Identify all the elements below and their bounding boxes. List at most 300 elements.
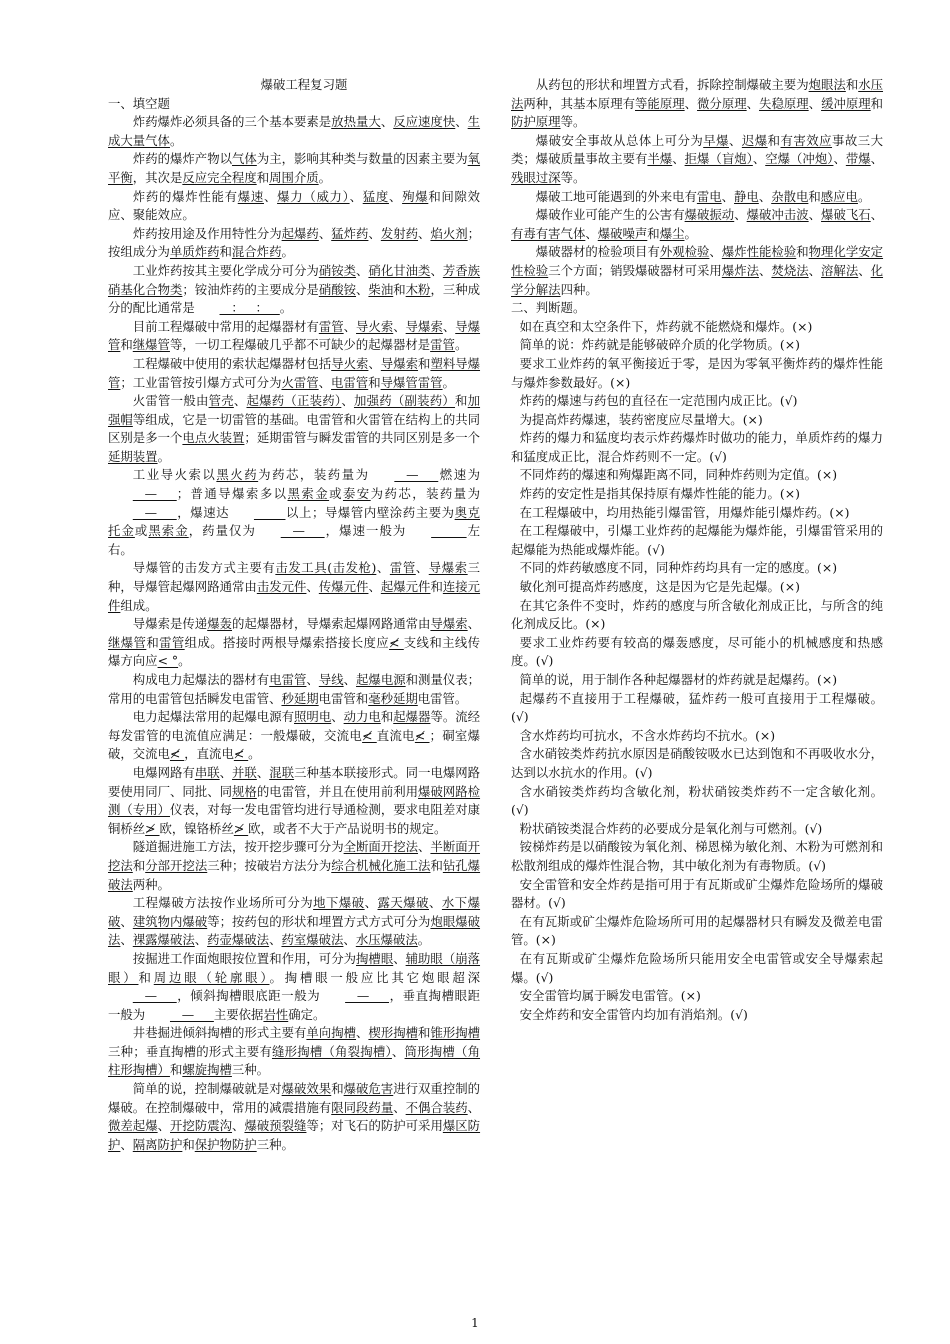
answer-text: 爆破网路检测（专用）: [108, 783, 481, 818]
answer-text: 加强药（副装药）: [353, 393, 456, 409]
answer-text: 楔形掏槽: [368, 1025, 419, 1041]
question-text: ，倾斜掏槽眼底距一般为: [176, 988, 321, 1004]
answer-text: 击发工具(击发枪): [275, 560, 377, 576]
answer-text: 周边眼（轮廓眼）: [153, 969, 270, 985]
answer-text: 泰安: [342, 486, 371, 502]
question-text: 和测量仪表；常用的电雷管包括瞬发电雷管、: [108, 672, 481, 706]
answer-text: 失稳原理: [759, 95, 809, 111]
section-heading-fill: 一、填空题: [108, 95, 170, 111]
answer-text: 柴油: [368, 281, 394, 297]
answer-text: 混联: [269, 764, 295, 780]
question-text: 和: [256, 169, 270, 185]
answer-text: 气体: [232, 151, 257, 167]
answer-text: 单质炸药: [169, 244, 220, 260]
answer-text: 外观检验: [659, 244, 710, 260]
question-text: 组成。: [120, 597, 158, 613]
answer-text: 迟爆: [741, 132, 768, 148]
question-text: 、: [467, 616, 481, 632]
answer-text: 传爆元件: [318, 579, 369, 595]
answer-text: 爆破飞石: [821, 207, 871, 223]
fill-in-question: [108, 615, 480, 671]
fill-in-question: [108, 355, 480, 392]
judge-question: 简单的说：炸药就是能够破碎介质的化学物质。(×): [519, 337, 800, 353]
answer-text: 起爆元件: [380, 579, 431, 595]
question-text: 、: [808, 262, 822, 278]
judge-question: 在有瓦斯或矿尘爆炸危险场所可用的起爆器材只有瞬发及微差电雷管。(×): [511, 913, 883, 948]
judge-question: 在工程爆破中，均用热能引爆雷管，用爆炸能引爆炸药。(×): [519, 504, 850, 520]
question-text: 、: [870, 151, 884, 167]
answer-text: 猛度: [362, 188, 389, 204]
question-text: 电雷管和: [318, 690, 369, 706]
question-text: 欧，或者不大于产品说明书的规定。: [248, 820, 447, 836]
fill-in-question: [108, 671, 480, 708]
answer-text: 继爆管: [108, 634, 147, 650]
answer-text: 雷管: [318, 318, 344, 334]
judge-question: 不同的炸药敏感度不同，同种炸药均具有一定的感度。(×): [519, 560, 838, 576]
answer-blank: —: [394, 467, 439, 483]
answer-text: 感应电: [820, 188, 858, 204]
question-text: ；延期雷管与瞬发雷管的共同区别是多一个: [244, 430, 481, 446]
question-text: ，药量仅为: [188, 523, 256, 539]
judge-question: 含水硝铵类炸药均含敏化剂，粉状硝铵类炸药不一定含敏化剂。(√): [511, 783, 883, 818]
answer-text: 残眼过深: [511, 169, 561, 185]
answer-text: 爆破噪声: [597, 225, 648, 241]
question-text: 两种，其基本原理有: [523, 95, 636, 111]
answer-text: 加强帽: [108, 393, 481, 427]
answer-text: 导爆管雷管: [380, 374, 443, 390]
question-text: 、: [356, 281, 369, 297]
question-text: 、: [808, 207, 822, 223]
answer-text: 带爆: [845, 151, 871, 167]
question-text: 、: [343, 318, 357, 334]
question-text: 、: [349, 188, 363, 204]
answer-text: 塑料导爆管: [108, 355, 481, 390]
question-text: 的电雷管，并且在使用前利用: [256, 783, 419, 799]
answer-text: ≮: [233, 746, 249, 762]
answer-text: 秒延期: [281, 690, 319, 706]
question-text: 导爆索是传递: [132, 616, 208, 632]
answer-text: ≮: [389, 634, 404, 650]
answer-blank: —: [132, 504, 177, 520]
answer-text: 有害效应: [780, 132, 833, 148]
answer-text: 炮眼爆破法: [108, 913, 481, 948]
answer-text: 隔离防护: [132, 1136, 183, 1152]
fill-in-question: [108, 559, 480, 615]
question-text: 、: [256, 764, 270, 780]
fill-in-question: [108, 392, 480, 466]
judge-question: 炸药的爆速与药包的直径在一定范围内成正比。(√): [519, 393, 798, 409]
question-text: 欧，镍铬桥丝: [159, 820, 234, 836]
question-text: 三种。: [231, 1062, 270, 1078]
answer-text: 毫秒延期: [368, 690, 418, 706]
question-text: 或: [329, 486, 343, 502]
judge-question: 简单的说，用于制作各种起爆器材的炸药就是起爆药。(×): [519, 672, 838, 687]
answer-text: 导爆管: [108, 318, 481, 353]
question-text: 、: [393, 950, 406, 966]
answer-text: 开挖防震沟: [170, 1118, 233, 1134]
question-text: 、: [418, 839, 431, 855]
question-text: 、: [684, 95, 698, 111]
answer-blank: —: [132, 988, 177, 1004]
answer-text: 芳香族硝基化合物类: [108, 262, 481, 297]
answer-text: < °: [157, 653, 179, 669]
question-text: 、: [343, 932, 356, 948]
judge-question: 含水硝铵类炸药抗水原因是硝酸铵吸水已达到饱和不再吸收水分，达到以水抗水的作用。(√): [511, 746, 883, 780]
question-text: ，直流电: [184, 746, 234, 762]
question-text: 和: [430, 579, 443, 595]
answer-text: 黑索金: [287, 486, 330, 502]
question-text: 等；按药包的形状和埋置方式方式可分为: [207, 913, 431, 929]
question-text: 、: [318, 374, 332, 390]
question-text: 。: [248, 746, 261, 762]
question-text: 、: [368, 579, 381, 595]
answer-text: 焰火剂: [430, 225, 468, 241]
answer-text: ≮: [362, 727, 377, 743]
question-text: 和: [368, 374, 381, 390]
judge-question: 在有瓦斯或矿尘爆炸危险场所只能用安全电雷管或安全导爆索起爆。(√): [511, 950, 883, 985]
fill-in-question: [108, 838, 480, 894]
question-text: 等组成，它是一切雷管的基础。电雷管和火雷管在结构上的共同区别是多一个: [108, 411, 481, 446]
question-text: 。: [417, 932, 431, 948]
answer-text: 爆破效果: [281, 1081, 332, 1097]
question-text: 隧道掘进施工方法，按开挖步骤可分为: [132, 839, 344, 855]
fill-in-question: [108, 1024, 480, 1080]
question-text: ；工业雷管按引爆方式可分为: [120, 374, 282, 390]
answer-text: ≮: [169, 746, 185, 762]
answer-text: 反应速度快: [393, 114, 456, 130]
answer-text: 综合机械化施工法: [331, 857, 431, 873]
answer-blank: ： ：: [219, 300, 280, 316]
answer-text: 筒形掏槽（角柱形掏槽）: [108, 1043, 481, 1078]
question-text: 、: [331, 709, 344, 725]
question-text: 、: [393, 1099, 406, 1115]
answer-text: 奥克托金: [108, 504, 480, 539]
question-text: ，三种成分的配比通常是: [108, 281, 481, 316]
question-text: 按掘进工作面炮眼按位置和作用，可分为: [132, 950, 357, 966]
right-column: [511, 76, 883, 1024]
question-text: 从药包的形状和埋置方式看，拆除控制爆破主要为: [535, 77, 809, 92]
question-text: ；硐室爆破，交流电: [108, 727, 481, 762]
question-text: 电力起爆法常用的起爆电源有: [132, 709, 295, 725]
answer-text: 防护原理: [511, 114, 561, 130]
answer-text: 导爆索: [430, 616, 468, 632]
answer-text: 规格: [232, 783, 257, 799]
question-text: 、: [728, 132, 742, 148]
question-text: ；普通导爆索多以: [176, 486, 288, 502]
question-text: 和: [870, 95, 884, 111]
question-text: 工程爆破中使用的索状起爆器材包括: [132, 355, 332, 371]
answer-text: 反应完全程度: [182, 169, 257, 185]
answer-text: 辅助眼（崩落眼）: [108, 950, 481, 985]
judge-question: 敏化剂可提高炸药感度，这是因为它是先起爆。(×): [519, 579, 800, 595]
answer-blank: [229, 504, 285, 523]
question-text: 仪表，对每一发电雷管均进行导通检测，要求电阻差对康铜桥丝: [108, 802, 481, 836]
question-text: 、: [318, 225, 332, 241]
answer-text: 管壳: [208, 393, 234, 409]
question-text: 、: [356, 1025, 369, 1041]
question-text: 。掏槽眼一般应比其它炮眼超深: [269, 969, 480, 985]
judge-question: 要求工业炸药的氧平衡接近于零，是因为零氧平衡炸药的爆炸性能与爆炸参数最好。(×): [511, 355, 883, 390]
answer-text: 延期装置: [108, 448, 158, 464]
question-text: 和: [393, 281, 406, 297]
question-text: 。: [318, 169, 332, 185]
answer-text: 爆炸性能检验: [721, 244, 797, 260]
fill-in-question: [511, 132, 883, 188]
answer-text: 微差起爆: [108, 1118, 158, 1134]
answer-text: 雷电: [696, 188, 722, 204]
question-text: 和: [647, 225, 660, 241]
answer-text: 水压法: [511, 77, 884, 111]
answer-text: 建筑物内爆破: [132, 913, 208, 929]
answer-text: 限同段药量: [331, 1099, 394, 1115]
question-text: 、: [808, 95, 822, 111]
judge-question: 起爆药不直接用于工程爆破，猛炸药一般可直接用于工程爆破。(√): [511, 690, 883, 725]
question-text: 等。流经每发雷管的电流值应满足：一般爆破，交流电: [108, 709, 481, 743]
question-text: 、: [759, 262, 772, 278]
question-text: 为药芯，装药量为: [258, 467, 370, 483]
question-text: 火雷管一般由: [132, 393, 209, 409]
answer-text: 导火索: [356, 318, 394, 334]
judge-question: 安全炸药和安全雷管内均加有消焰剂。(√): [519, 1006, 748, 1022]
question-text: 、: [368, 355, 381, 371]
answer-text: 静电: [734, 188, 759, 204]
answer-text: 有毒有害气体: [511, 225, 586, 241]
question-text: 事故三大类；爆破质量事故主要有: [511, 132, 884, 167]
answer-text: 黑火药: [216, 467, 259, 483]
answer-text: 裸露爆破法: [132, 932, 195, 948]
fill-in-question: [108, 188, 480, 225]
question-text: 、: [752, 151, 766, 167]
fill-in-question: [108, 262, 480, 318]
answer-text: 地下爆破: [313, 895, 365, 911]
question-text: 。: [279, 300, 293, 316]
answer-text: 焚烧法: [771, 262, 809, 278]
question-text: 、: [120, 1136, 133, 1152]
answer-text: 锥形掏槽: [430, 1025, 481, 1041]
question-text: 等；对飞石的防护可采用: [306, 1118, 443, 1134]
question-text: 和: [169, 1062, 183, 1078]
question-text: 和: [380, 709, 394, 725]
answer-text: 全断面开挖法: [343, 839, 419, 855]
question-text: 井巷掘进倾斜掏槽的形式主要有: [132, 1025, 307, 1041]
fill-in-question: [108, 150, 480, 187]
question-text: 或: [134, 523, 149, 539]
question-text: 、: [388, 188, 403, 204]
section-heading-judge: 二、判断题。: [511, 300, 586, 316]
question-text: 电爆网路有: [132, 764, 195, 780]
question-text: 三个方面；销毁爆破器材可采用: [548, 262, 722, 278]
answer-text: 电点火装置: [182, 430, 245, 446]
question-text: 、: [341, 393, 354, 409]
question-text: 。: [857, 188, 871, 204]
question-text: 和: [796, 244, 809, 260]
judge-question: 安全雷管和安全炸药是指可用于有瓦斯或矿尘爆炸危险场所的爆破器材。(√): [511, 876, 883, 911]
question-text: 和: [845, 77, 859, 92]
question-text: 三种。: [256, 1136, 294, 1152]
answer-text: 半爆: [647, 151, 673, 167]
question-text: 进行双重控制的爆破。在控制爆破中，常用的减震措施有: [108, 1081, 481, 1115]
question-text: 、: [306, 579, 319, 595]
judge-question: 为提高炸药爆速，装药密度应尽量增大。(×): [519, 411, 763, 427]
answer-text: 药壶爆破法: [207, 932, 270, 948]
answer-text: 露天爆破: [377, 895, 430, 911]
answer-text: 物理化学安定性检验: [511, 244, 884, 278]
question-text: 、: [368, 225, 381, 241]
question-text: 、: [219, 764, 233, 780]
question-text: 、: [120, 932, 133, 948]
question-text: 、: [721, 188, 735, 204]
fill-in-question: [511, 76, 883, 132]
question-text: 炸药的爆炸性能有: [132, 188, 238, 204]
answer-text: 黑索金: [148, 523, 189, 539]
question-text: 、: [758, 188, 772, 204]
question-text: 炸药按用途及作用特性分为: [132, 225, 282, 241]
question-text: 工业导火索以: [132, 467, 217, 483]
judge-question: 不同炸药的爆速和殉爆距离不同，同种炸药则为定值。(×): [519, 467, 838, 483]
answer-text: 炮眼法: [808, 77, 846, 92]
question-text: 、: [709, 244, 722, 260]
question-text: ；按组成分为: [108, 225, 481, 260]
question-text: 、: [232, 1118, 245, 1134]
answer-text: 继爆管: [132, 337, 170, 353]
question-text: 电雷管。: [417, 690, 468, 706]
answer-text: 照明电: [294, 709, 332, 725]
question-text: 和: [430, 857, 443, 873]
question-text: 、: [415, 560, 429, 576]
question-text: 、: [376, 560, 390, 576]
question-text: 爆破工地可能遇到的外来电有: [535, 188, 697, 204]
question-text: 、: [356, 262, 369, 278]
answer-text: 半断面开挖法: [108, 839, 481, 873]
answer-blank: —: [132, 486, 177, 502]
answer-text: 药室爆破法: [281, 932, 344, 948]
question-text: 炸药的爆炸产物以: [132, 151, 233, 167]
question-text: 、: [391, 1043, 405, 1059]
answer-text: 生成大量气体: [108, 114, 481, 148]
question-text: 、: [263, 188, 278, 204]
answer-text: 钻孔爆破法: [108, 857, 481, 892]
answer-text: 起爆电源: [356, 672, 406, 687]
question-text: 确定。: [288, 1006, 326, 1022]
question-text: 三种基本联接形式。同一电爆网路要使用同厂、同批、同: [108, 764, 481, 799]
answer-blank: —: [280, 523, 325, 539]
question-text: 和: [182, 1136, 195, 1152]
answer-text: 爆区防护: [108, 1118, 481, 1152]
judge-question: 安全雷管均属于瞬发电雷管。(×): [519, 988, 701, 1004]
document-title: 爆破工程复习题: [260, 77, 348, 92]
question-text: 、: [455, 114, 468, 130]
question-text: 三种，导爆管起爆网路通常由: [108, 560, 481, 595]
question-text: 为药芯，装药量为: [370, 486, 481, 502]
fill-in-question: [108, 225, 480, 262]
answer-text: 缝形掏槽（角裂掏槽）: [271, 1043, 392, 1059]
question-text: 直流电: [376, 727, 415, 743]
question-text: 、: [120, 913, 133, 929]
question-text: 三种；垂直掏槽的形式主要有: [108, 1043, 272, 1059]
question-text: 、: [306, 672, 319, 687]
question-text: 、: [746, 95, 760, 111]
question-text: 和: [808, 188, 821, 204]
answer-text: 混合炸药: [231, 244, 282, 260]
answer-text: 氧平衡: [108, 151, 481, 185]
fill-in-question: [108, 466, 480, 559]
answer-text: 爆轰: [207, 616, 233, 632]
page-number: 1: [471, 1316, 479, 1330]
fill-in-questions-left: [108, 113, 480, 1154]
question-text: 目前工程爆破中常用的起爆器材有: [132, 318, 319, 334]
fill-in-question: [108, 708, 480, 764]
question-text: 和: [138, 969, 154, 985]
answer-text: ≯: [145, 820, 160, 836]
question-text: 、: [585, 225, 598, 241]
answer-text: 拒爆（盲炮）: [684, 151, 753, 167]
answer-text: 起爆药（正装药）: [246, 393, 342, 409]
question-text: 和: [455, 393, 468, 409]
judge-question: 含水炸药均可抗水，不含水炸药均不抗水。(×): [519, 727, 776, 743]
judge-question: 要求工业炸药要有较高的爆轰感度，尽可能小的机械感度和热感度。(√): [511, 634, 883, 669]
answer-text: 并联: [232, 764, 257, 780]
answer-text: 爆力（威力）: [277, 188, 350, 204]
question-text: 、: [858, 262, 871, 278]
question-text: 。: [442, 374, 455, 390]
judge-question: 粉状硝铵类混合炸药的必要成分是氧化剂与可燃剂。(√): [519, 820, 823, 836]
question-text: 和: [331, 1081, 344, 1097]
answer-text: 爆破冲击波: [746, 207, 809, 223]
answer-text: 杂散电: [771, 188, 809, 204]
fill-in-question: [511, 243, 883, 299]
answer-text: 爆炸法: [721, 262, 760, 278]
answer-text: 分部开挖法: [145, 857, 208, 873]
question-text: 两种。: [132, 876, 170, 892]
question-text: 左右。: [108, 523, 481, 557]
answer-text: 爆破预裂缝: [244, 1118, 307, 1134]
answer-text: 串联: [194, 764, 220, 780]
answer-text: 硝化甘油类: [368, 262, 431, 278]
answer-text: 周围介质: [269, 169, 319, 185]
question-text: 。: [454, 337, 468, 353]
question-text: 组成。搭接时两根导爆索搭接长度应: [184, 634, 390, 650]
answer-text: 导爆索: [405, 318, 443, 334]
answer-text: 导爆索: [428, 560, 468, 576]
answer-text: 导火索: [331, 355, 369, 371]
question-text: 。: [157, 448, 170, 464]
question-text: 、: [833, 151, 846, 167]
question-text: 四种。: [560, 281, 598, 297]
question-text: 的起爆器材，导爆索起爆网路通常由: [232, 616, 431, 632]
question-text: 以上；导爆管内壁涂药主要为: [285, 504, 455, 520]
answer-text: 等能原理: [635, 95, 685, 111]
question-text: 等，一切工程爆破几乎都不可缺少的起爆器材是: [169, 337, 431, 353]
question-text: 构成电力起爆法的器材有: [132, 672, 270, 687]
answer-text: 水压爆破法: [355, 932, 418, 948]
judge-question: 在其它条件不变时，炸药的感度与所含敏化剂成正比，与所含的纯化剂成反比。(×): [511, 597, 883, 632]
question-text: 、: [194, 932, 208, 948]
fill-in-question: [108, 764, 480, 838]
answer-text: 起爆药: [281, 225, 319, 241]
question-text: 、: [380, 114, 394, 130]
question-text: ；铵油炸药的主要成分是: [182, 281, 319, 297]
answer-text: 导爆索: [380, 355, 419, 371]
answer-text: 爆破振动: [684, 207, 735, 223]
question-text: 炸药爆炸必须具备的三个基本要素是: [132, 114, 332, 130]
question-text: 、: [734, 207, 747, 223]
answer-text: 发射药: [380, 225, 419, 241]
question-text: 和: [132, 857, 146, 873]
question-text: 。: [169, 132, 183, 148]
question-text: 、: [364, 895, 378, 911]
answer-text: 螺旋掏槽: [182, 1062, 232, 1078]
question-text: ，垂直掏槽眼距一般为: [108, 988, 481, 1022]
